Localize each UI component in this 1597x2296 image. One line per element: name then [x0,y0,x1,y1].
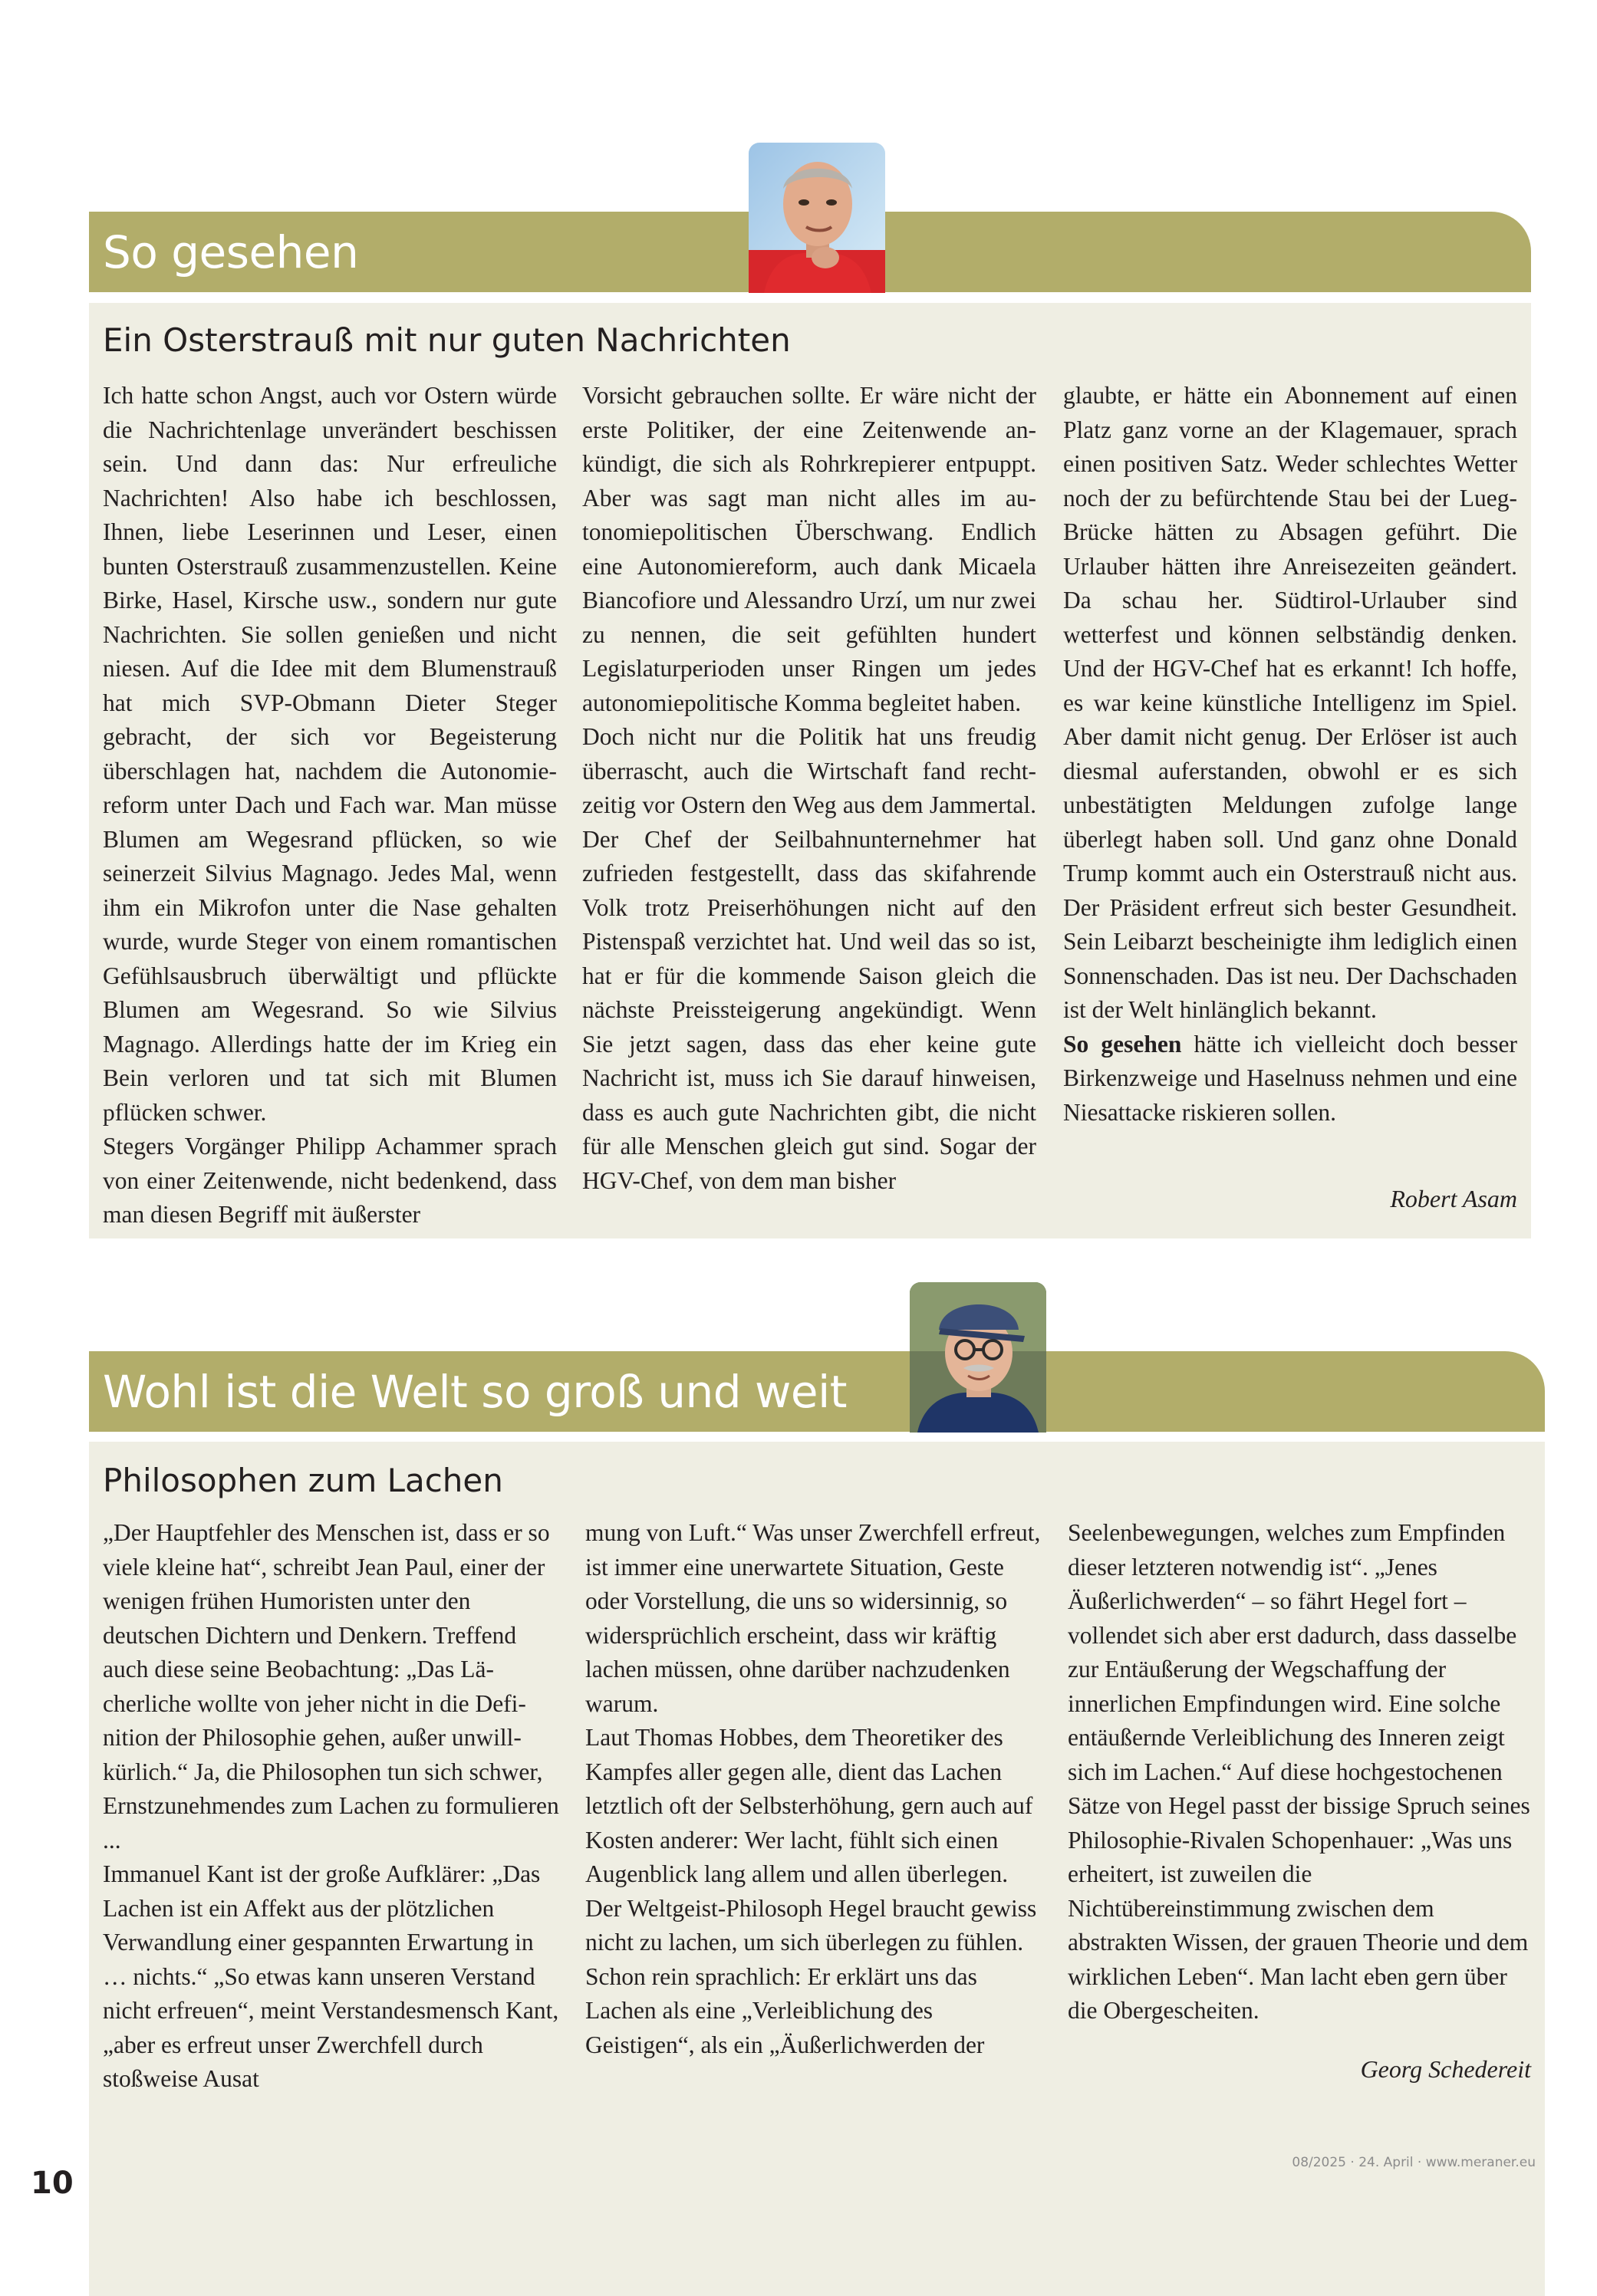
section-title: So gesehen [103,225,359,278]
text-column-1 [103,379,557,1232]
paragraph-text: hätte ich vielleicht doch besser Birkenzweige und Haselnuss nehmen und eine Niesattacke riskieren sollen. [1063,1030,1517,1126]
paragraph [1063,1028,1517,1130]
section-title: Wohl ist die Welt so groß und weit [103,1365,847,1418]
paragraph: Laut Thomas Hobbes, dem Theoretiker des Kampfes aller gegen alle, dient das Lachen letztlich oft der Selbsterhöhung, gern auch auf Kosten anderer: Wer lacht, fühlt sich einen Augenblick lang allem und allen überlegen. [585,1724,1033,1887]
text-column-3 [1063,379,1517,1130]
text-column-3 [1068,1516,1531,2028]
bold-lead: So gesehen [1063,1030,1182,1058]
author-name: Robert Asam [1390,1185,1517,1212]
paragraph: Der Weltgeist-Philosoph Hegel braucht gewiss nicht zu lachen, um sich überlegen zu fühlen. Schon rein sprachlich: Er erklärt uns das Lachen als eine „Verleiblichung des Geistigen“, als ein „Äußerlichwerden der [585,1894,1037,2058]
paragraph: Ich hatte schon Angst, auch vor Ostern würde die Nachrichtenlage unverändert beschissen sein. Und dann das: Nur erfreuliche Nachrichten! Also habe ich beschlossen, Ihnen, liebe Leserinnen und Leser, einen bunten Osterstrauß zusammenzustellen. Keine Birke, Hasel, Kirsche usw., sondern nur gute Nachrichten. Sie sollen genießen und nicht niesen. Auf die Idee mit dem Blumenstrauß hat mich SVP-Obmann Dieter Steger gebracht, der sich vor Begeisterung überschlagen hat, nachdem die Autonomiereform unter Dach und Fach war. Man müsse Blumen am Wegesrand pflücken, so wie seinerzeit Silvius Magnago. Jedes Mal, wenn ihm ein Mikrofon unter die Nase gehalten wurde, wurde Steger von einem romantischen Gefühlsausbruch überwältigt und pflückte Blumen am Wegesrand. So wie Silvius Magnago. Allerdings hatte der im Krieg ein Bein verloren und tat sich mit Blumen pflücken schwer. [103,382,557,1126]
portrait-image [910,1282,1046,1433]
paragraph: mung von Luft.“ Was unser Zwerchfell erfreut, ist immer eine unerwartete Situation, Geste oder Vorstellung, die uns so widersinnig, so widersprüchlich erscheint, dass wir kräftig lachen müssen, ohne darüber nachzudenken warum. [585,1519,1041,1717]
text-column-1 [103,1516,563,2097]
article-panel-1 [89,303,1531,1238]
author-name: Georg Schedereit [1360,2055,1531,2083]
paragraph: Vorsicht gebrauchen sollte. Er wäre nicht der erste Politiker, der eine Zeitenwende ankündigt, die sich als Rohrkrepierer entpuppt. Aber was sagt man nicht alles im autonomiepolitischen Überschwang. Endlich eine Autonomiereform, auch dank Micaela Biancofiore und Alessandro Urzí, um nur zwei zu nennen, die seit gefühlten hundert Legislaturperioden unser Ringen um jedes autonomiepolitische Komma begleitet haben. [582,382,1036,716]
author-photo [910,1282,1046,1433]
paragraph: Immanuel Kant ist der große Aufklärer: „Das Lachen ist ein Affekt aus der plötzlichen Verwandlung einer gespannten Erwartung in … nichts.“ „So etwas kann unseren Verstand nicht erfreuen“, meint Verstandesmensch Kant, „aber es erfreut unser Zwerchfell durch stoßweise Ausat [103,1860,559,2092]
paragraph: Stegers Vorgänger Philipp Achammer sprach von einer Zeitenwende, nicht bedenkend, dass man diesen Begriff mit äußerster [103,1133,557,1228]
text-column-2 [582,379,1036,1198]
issue-info: 08/2025 · 24. April · www.meraner.eu [1292,2155,1536,2170]
article-subtitle: Philosophen zum Lachen [103,1462,503,1499]
author-photo [749,143,885,293]
paragraph: Seelenbewegungen, welches zum Empfinden dieser letzteren notwendig ist“. „Jenes Äußerlichwerden“ – so fährt Hegel fort – vollendet sich aber erst dadurch, dass dasselbe zur Entäußerung der Wegschaffung der innerlichen Empfindungen wird. Eine solche entäußernde Verleiblichung des Inneren zeigt sich im Lachen.“ Auf diese hochgestochenen Sätze von Hegel passt der bissige Spruch seines Philosophie-Rivalen Schopenhauer: „Was uns erheitert, ist zuweilen die Nichtübereinstimmung zwischen dem abstrakten Wissen, der grauen Theorie und dem wirklichen Leben“. Man lacht eben gern über die Obergescheiten. [1068,1519,1530,2024]
portrait-image [749,143,885,293]
section-banner-2 [89,1351,1545,1432]
paragraph: „Der Hauptfehler des Menschen ist, dass er so viele kleine hat“, schreibt Jean Paul, einer der wenigen frühen Humoristen unter den deutschen Dichtern und Denkern. Treffend auch diese seine Beobachtung: „Das Lächerliche wollte von jeher nicht in die Definition der Philosophie gehen, außer unwillkürlich.“ Ja, die Philosophen tun sich schwer, Ernstzunehmendes zum Lachen zu formulieren ... [103,1519,559,1854]
article-subtitle: Ein Osterstrauß mit nur guten Nachrichten [103,321,791,359]
page-number: 10 [31,2166,74,2201]
text-column-2 [585,1516,1045,2062]
paragraph: glaubte, er hätte ein Abonnement auf einen Platz ganz vorne an der Klagemauer, sprach einen positiven Satz. Weder schlechtes Wetter noch der zu befürchtende Stau bei der Lueg-Brücke hätten zu Absagen geführt. Die Urlauber hätten ihre Anreisezeiten geändert. Da schau her. Südtirol-Urlauber sind wetterfest und können selbständig denken. Und der HGV-Chef hat es erkannt! Ich hoffe, es war keine künstliche Intelligenz im Spiel. Aber damit nicht genug. Der Erlöser ist auch diesmal auferstanden, obwohl er es sich unbestätigten Meldungen zufolge lange überlegt haben soll. Und ganz ohne Donald Trump kommt auch ein Osterstrauß nicht aus. Der Präsident erfreut sich bester Gesundheit. Sein Leibarzt bescheinigte ihm lediglich einen Sonnenschaden. Das ist neu. Der Dachschaden ist der Welt hinlänglich bekannt. [1063,382,1517,1023]
paragraph: Doch nicht nur die Politik hat uns freudig überrascht, auch die Wirtschaft fand rechtzeitig vor Ostern den Weg aus dem Jammertal. Der Chef der Seilbahnunternehmer hat zufrieden festgestellt, dass das skifahrende Volk trotz Preiserhöhungen nicht auf den Pistenspaß verzichtet hat. Und weil das so ist, hat er für die kommende Saison gleich die nächste Preissteigerung angekündigt. Wenn Sie jetzt sagen, dass das eher keine gute Nachricht ist, muss ich Sie darauf hinweisen, dass es auch gute Nachrichten gibt, die nicht für alle Menschen gleich gut sind. Sogar der HGV-Chef, von dem man bisher [582,723,1036,1194]
